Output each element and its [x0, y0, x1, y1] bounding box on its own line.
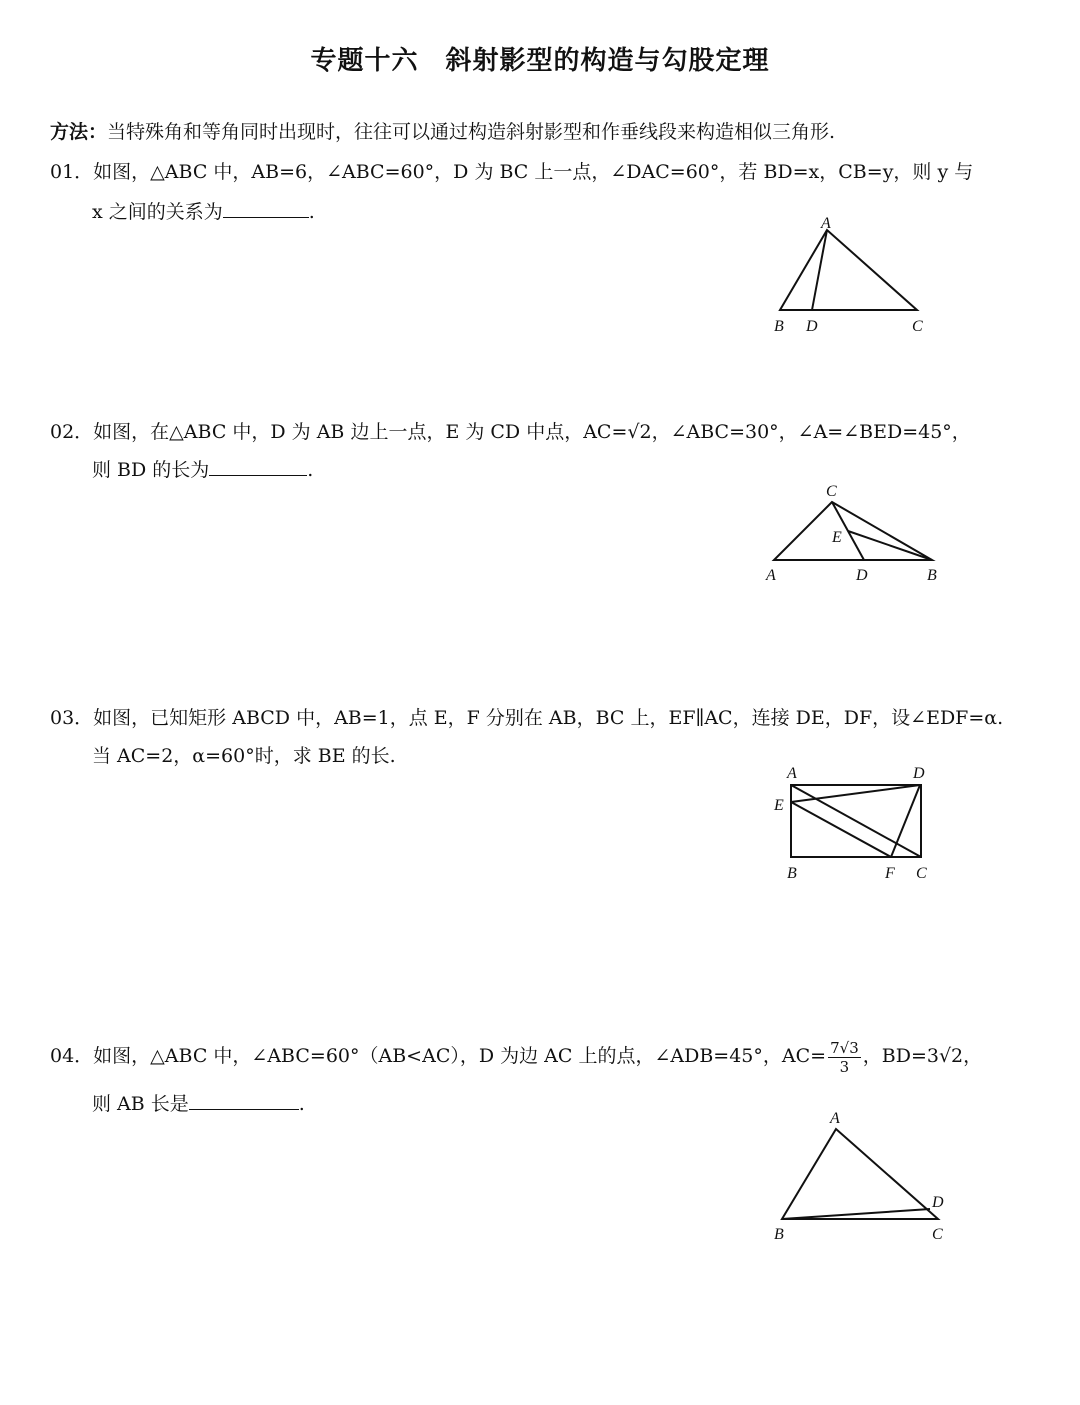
method-label: 方法： [50, 121, 108, 143]
fig01-label-d: D [806, 318, 818, 335]
fig02-label-d: D [856, 567, 868, 584]
fig04-label-d: D [932, 1194, 944, 1211]
problem-02-prompt: 则 BD 的长为 [92, 459, 210, 481]
fig01-label-c: C [912, 318, 923, 335]
fig03-segment-de [791, 785, 920, 802]
fig02-label-a: A [766, 567, 776, 584]
fig02-label-e: E [832, 529, 842, 546]
problem-04-period: . [298, 1093, 305, 1115]
problem-02-line2 [92, 456, 313, 484]
fig03-segment-ef [791, 802, 891, 857]
problem-03-line2: 当 AC=2，α=60°时，求 BE 的长. [92, 745, 396, 767]
problem-01-line1: 01．如图，△ABC 中，AB=6，∠ABC=60°，D 为 BC 上一点，∠DAC=60°，若 BD=x，CB=y，则 y 与 [50, 161, 974, 183]
answer-blank-02[interactable] [209, 459, 307, 476]
problem-04-text-a: 04．如图，△ABC 中，∠ABC=60°（AB<AC），D 为边 AC 上的点，∠ADB=45°，AC= [50, 1045, 827, 1067]
method-line [50, 118, 835, 146]
method-text: 当特殊角和等角同时出现时，往往可以通过构造斜射影型和作垂线段来构造相似三角形. [107, 121, 836, 143]
problem-04-line1 [50, 1036, 982, 1076]
answer-blank-01[interactable] [223, 201, 309, 218]
figure-04 [760, 1105, 960, 1245]
problem-01-period: . [308, 201, 315, 223]
answer-blank-04[interactable] [189, 1093, 299, 1110]
fig01-triangle-abc [780, 230, 917, 310]
fraction-denominator: 3 [839, 1057, 850, 1076]
fig04-label-a: A [830, 1110, 840, 1127]
fig01-label-b: B [774, 318, 784, 335]
fig03-segment-df [891, 785, 920, 857]
problem-03-line1: 03．如图，已知矩形 ABCD 中，AB=1，点 E，F 分别在 AB，BC 上，EF∥AC，连接 DE，DF，设∠EDF=α. [50, 707, 1004, 729]
fraction-numerator: 7√3 [830, 1038, 859, 1057]
fig04-label-c: C [932, 1226, 943, 1243]
fig03-label-c: C [916, 865, 927, 882]
problem-04-prompt: 则 AB 长是 [92, 1093, 189, 1115]
fraction-7root3-over-3 [828, 1039, 861, 1076]
figure-03 [765, 760, 945, 885]
fig03-diagonal-ac [791, 785, 921, 857]
fig02-label-b: B [927, 567, 937, 584]
problem-02-period: . [307, 459, 314, 481]
problem-01-prompt: x 之间的关系为 [92, 201, 223, 223]
problem-04-line2 [92, 1090, 305, 1118]
page-title: 专题十六 斜射影型的构造与勾股定理 [310, 46, 770, 76]
problem-01-line2 [92, 198, 315, 226]
fig04-label-b: B [774, 1226, 784, 1243]
fig02-label-c: C [826, 483, 837, 500]
fig04-segment-bd [782, 1209, 930, 1219]
fig03-label-d: D [913, 765, 925, 782]
fig03-label-b: B [787, 865, 797, 882]
fig03-label-a: A [787, 765, 797, 782]
problem-02-line1: 02．如图，在△ABC 中，D 为 AB 边上一点，E 为 CD 中点，AC=√2，∠ABC=30°，∠A=∠BED=45°， [50, 421, 971, 443]
fig01-label-a: A [821, 215, 831, 232]
fig04-triangle-abc [782, 1129, 938, 1219]
fig03-label-f: F [885, 865, 895, 882]
figure-01 [760, 210, 940, 345]
problem-04-text-b: ，BD=3√2， [862, 1045, 983, 1067]
figure-02 [760, 480, 950, 590]
fig03-label-e: E [774, 797, 784, 814]
